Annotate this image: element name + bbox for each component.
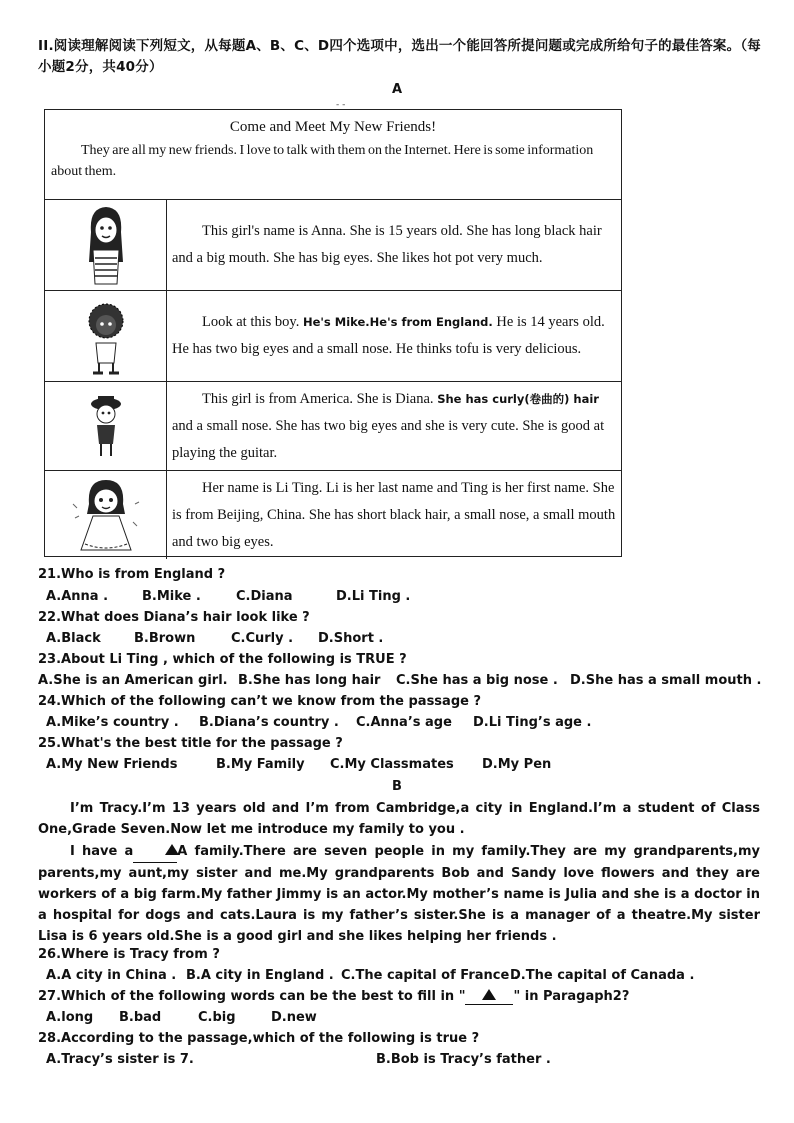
option-23c[interactable]: C.She has a big nose . [396,673,558,688]
option-28a[interactable]: A.Tracy’s sister is 7. [46,1052,194,1067]
option-27b[interactable]: B.bad [119,1010,162,1025]
option-26d[interactable]: D.The capital of Canada . [510,968,695,983]
section-b-label: B [392,779,402,794]
option-24b[interactable]: B.Diana’s country . [199,715,339,730]
question-26: 26.Where is Tracy from ? [38,947,220,962]
option-22a[interactable]: A.Black [46,631,101,646]
mike-description: Look at this boy. He's Mike.He's from England. He is 14 years old. He has two big eyes and a small nose. He thinks tofu is very delicious. [172,314,605,357]
option-26c[interactable]: C.The capital of France . [341,968,519,983]
option-21b[interactable]: B.Mike . [142,589,201,604]
question-22: 22.What does Diana’s hair look like ? [38,610,310,625]
option-21d[interactable]: D.Li Ting . [336,589,411,604]
option-27a[interactable]: A.long [46,1010,94,1025]
option-28b[interactable]: B.Bob is Tracy’s father . [376,1052,551,1067]
section-a-label: A [391,82,403,97]
table-row-li-ting [45,471,621,559]
option-23a[interactable]: A.She is an American girl. [38,673,228,688]
girl-long-hair-portrait-icon [45,200,167,290]
question-21: 21.Who is from England ? [38,567,226,582]
option-22b[interactable]: B.Brown [134,631,196,646]
table-title: Come and Meet My New Friends! [229,119,437,135]
question-27: 27.Which of the following words can be the best to fill in " " in Paragaph2? [38,989,630,1004]
option-22c[interactable]: C.Curly . [231,631,294,646]
blank-triangle [133,841,177,863]
option-26a[interactable]: A.A city in China . [46,968,177,983]
passage-b-paragraph-2: I have a A family.There are seven people in my family.They are my grandparents,my parents,my aunt,my sister and me.My grandparents Bob and Sandy love flowers and they are workers of a big farm.My father Jimmy is an actor.My mother’s name is Julia and she is a doctor in a hospital for dogs and cats.Laura is my father’s sister.She is a manager of a theatre.My sister Lisa is 6 years old.She is a good girl and she likes helping her friends . [38,841,760,947]
table-row-diana [45,382,621,471]
option-23b[interactable]: B.She has long hair [238,673,381,688]
table-row-mike [45,291,621,382]
option-27d[interactable]: D.new [271,1010,317,1025]
option-25c[interactable]: C.My Classmates [330,757,454,772]
option-21c[interactable]: C.Diana [236,589,293,604]
li-ting-description: Her name is Li Ting. Li is her last name and Ting is her first name. She is from Beijing, China. She has short black hair, a small nose, a small mouth and two big eyes. [172,479,616,550]
passage-b-paragraph-1: I’m Tracy.I’m 13 years old and I’m from Cambridge,a city in England.I’m a student of Class One,Grade Seven.Now let me introduce my family to you . [38,801,760,837]
question-25: 25.What's the best title for the passage ? [38,736,343,751]
option-23d[interactable]: D.She has a small mouth . [570,673,762,688]
table-intro-text: They are all my new friends. I love to talk with them on the Internet. Here is some information about them. [51,143,594,179]
option-24d[interactable]: D.Li Ting’s age . [473,715,592,730]
option-24c[interactable]: C.Anna’s age [356,715,452,730]
table-intro [45,110,621,200]
question-23: 23.About Li Ting , which of the following is TRUE ? [38,652,407,667]
question-28: 28.According to the passage,which of the following is true ? [38,1031,480,1046]
option-25b[interactable]: B.My Family [216,757,305,772]
question-24: 24.Which of the following can’t we know from the passage ? [38,694,482,709]
option-25d[interactable]: D.My Pen [482,757,552,772]
boy-curly-hair-portrait-icon [45,291,167,381]
instructions: II.阅读理解阅读下列短文，从每题A、B、C、D四个选项中，选出一个能回答所提问题或完成所给句子的最佳答案。（每小题2分，共40分） [38,38,761,75]
table-row-anna [45,200,621,291]
option-27c[interactable]: C.big [198,1010,236,1025]
option-24a[interactable]: A.Mike’s country . [46,715,179,730]
option-26b[interactable]: B.A city in England . [186,968,334,983]
option-21a[interactable]: A.Anna . [46,589,109,604]
scan-mark: - - [336,100,346,110]
friends-table [44,109,622,557]
triangle-icon [482,989,496,1000]
blank-triangle-27 [465,989,513,1005]
triangle-icon [165,844,179,855]
diana-description: This girl is from America. She is Diana. She has curly(卷曲的) hair and a small nose. She has two big eyes and she is very cute. She is good at playing the guitar. [172,390,605,461]
anna-description: This girl's name is Anna. She is 15 years old. She has long black hair and a big mouth. She has big eyes. She likes hot pot very much. [172,223,602,266]
girl-with-hat-portrait-icon [45,382,167,470]
option-22d[interactable]: D.Short . [318,631,384,646]
girl-short-hair-portrait-icon [45,471,167,559]
option-25a[interactable]: A.My New Friends [46,757,178,772]
